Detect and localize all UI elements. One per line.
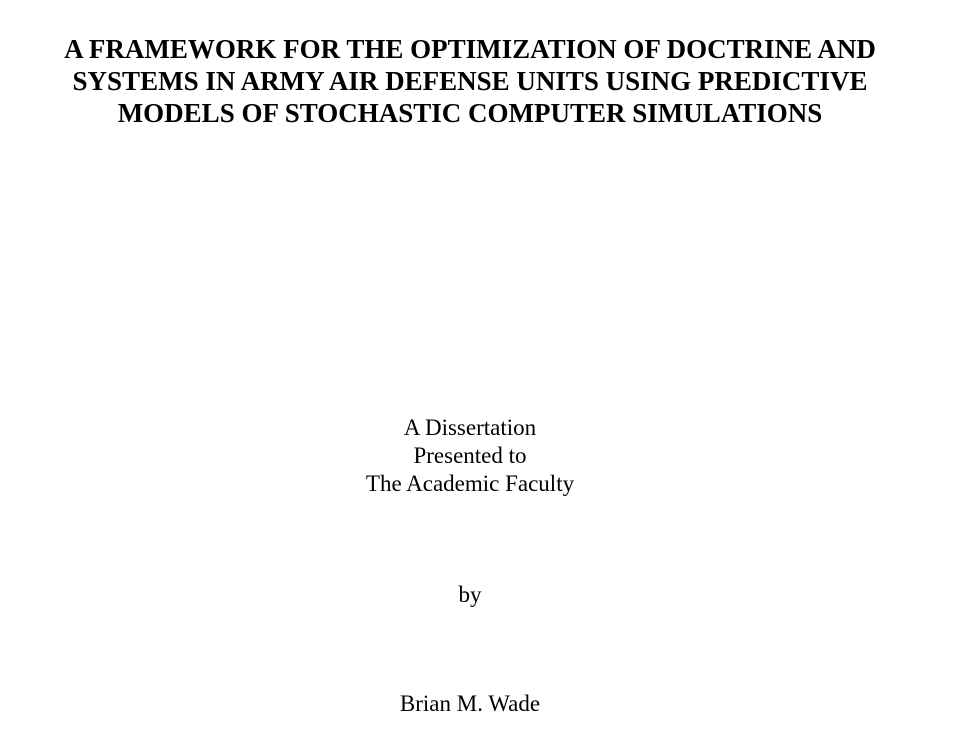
author-name: Brian M. Wade	[399, 691, 541, 716]
title-line-3: MODELS OF STOCHASTIC COMPUTER SIMULATIONS	[117, 98, 823, 128]
presentation-statement	[0, 414, 940, 498]
presentation-line-3: The Academic Faculty	[365, 471, 575, 496]
dissertation-title	[0, 33, 940, 129]
presentation-line-2: Presented to	[413, 443, 527, 468]
title-line-2: SYSTEMS IN ARMY AIR DEFENSE UNITS USING PREDICTIVE	[72, 66, 868, 96]
by-label: by	[458, 582, 482, 607]
title-line-1: A FRAMEWORK FOR THE OPTIMIZATION OF DOCTRINE AND	[64, 34, 876, 64]
presentation-line-1: A Dissertation	[403, 415, 537, 440]
